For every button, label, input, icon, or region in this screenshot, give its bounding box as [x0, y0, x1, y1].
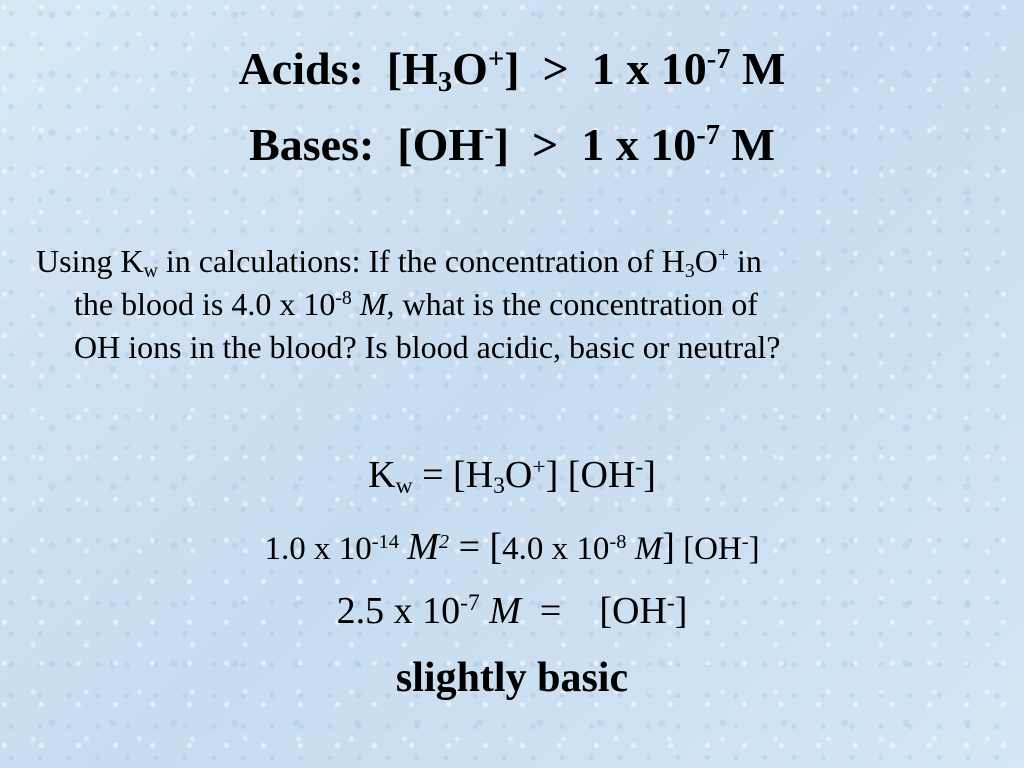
- charge-superscript: -: [666, 590, 675, 617]
- acids-oxygen: O: [452, 43, 488, 94]
- equation-text: 2.5 x 10: [336, 590, 461, 632]
- problem-line-1: [36, 240, 996, 283]
- problem-text: in: [729, 243, 762, 279]
- charge-superscript: +: [717, 244, 730, 267]
- problem-text: the blood is 4.0 x 10: [74, 286, 336, 322]
- bases-heading: [0, 119, 1024, 170]
- h3-subscript: 3: [684, 259, 695, 282]
- problem-text: OH ions in the blood? Is blood acidic, basic or neutral?: [74, 329, 781, 365]
- problem-text: , what is the concentration of: [386, 286, 758, 322]
- equation-text: = [OH: [520, 590, 667, 632]
- conclusion-text: slightly basic: [395, 655, 629, 701]
- charge-superscript: -: [635, 454, 644, 481]
- molar-unit: M: [634, 531, 663, 567]
- bases-exponent: -7: [696, 120, 720, 152]
- acids-operator: >: [542, 43, 569, 94]
- equation-text: ]: [662, 526, 675, 568]
- acids-charge: +: [487, 44, 505, 76]
- problem-line-3: [74, 326, 1024, 369]
- exponent-superscript: -14: [371, 530, 399, 553]
- acids-label: Acids:: [238, 43, 364, 94]
- exponent-superscript: -7: [460, 590, 480, 617]
- bases-operator: >: [532, 119, 559, 170]
- equation-text: 1.0 x 10: [264, 531, 372, 567]
- problem-text: in calculations: If the concentration of H: [157, 243, 685, 279]
- bases-formula: [OH: [397, 119, 485, 170]
- kw-subscript: w: [395, 472, 413, 499]
- acids-formula-close: ]: [504, 43, 520, 94]
- bases-formula-close: ]: [493, 119, 510, 170]
- acids-h-subscript: 3: [437, 67, 453, 99]
- bases-label: Bases:: [249, 119, 375, 170]
- equation-text: ]: [674, 590, 688, 632]
- problem-text: O: [694, 243, 718, 279]
- problem-line-2: [74, 283, 1024, 326]
- molar-unit: M: [489, 590, 521, 632]
- problem-text: Using K: [36, 243, 144, 279]
- bases-charge: -: [484, 120, 494, 152]
- exponent-superscript: 2: [438, 530, 450, 553]
- equation-text: ]: [748, 531, 760, 567]
- result-equation: [0, 592, 1024, 630]
- equation-text: [OH: [674, 531, 742, 567]
- equation-text: ]: [643, 454, 656, 496]
- bases-unit: M: [731, 119, 775, 170]
- acids-heading: [0, 43, 1024, 99]
- exponent-superscript: -8: [609, 530, 627, 553]
- equation-text: 4.0 x 10: [502, 531, 610, 567]
- equation-text: O: [504, 454, 533, 496]
- bases-coefficient: 1 x 10: [581, 119, 697, 170]
- equation-text: = [H: [412, 454, 494, 496]
- acids-formula-open: [H: [386, 43, 438, 94]
- acids-exponent: -7: [706, 44, 731, 76]
- kw-symbol: K: [368, 454, 396, 496]
- kw-equation: [0, 454, 1024, 499]
- acids-unit: M: [742, 43, 786, 94]
- molar-unit: M: [407, 526, 439, 568]
- charge-superscript: +: [532, 454, 546, 481]
- molar-unit: M: [359, 286, 387, 322]
- h3-subscript: 3: [493, 472, 505, 499]
- charge-superscript: -: [741, 530, 749, 553]
- exponent-superscript: -8: [335, 287, 352, 310]
- substitution-equation: [0, 528, 1024, 566]
- equation-text: ] [OH: [545, 454, 636, 496]
- kw-subscript: w: [143, 259, 158, 282]
- equation-text: = [: [449, 526, 503, 568]
- acids-coefficient: 1 x 10: [591, 43, 707, 94]
